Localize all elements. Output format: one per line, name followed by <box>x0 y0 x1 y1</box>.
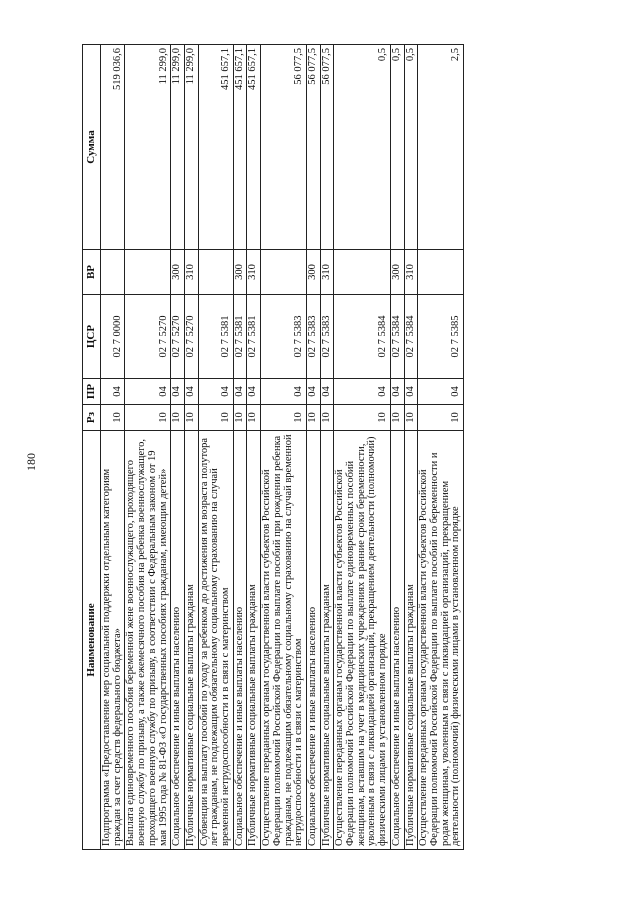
cell-name: Социальное обеспечение и иные выплаты населению <box>306 431 320 850</box>
cell-rz: 10 <box>171 405 185 431</box>
table-row <box>125 45 171 850</box>
cell-csr: 02 7 5381 <box>247 295 261 379</box>
cell-rz: 10 <box>320 405 334 431</box>
cell-sum: 56 077,5 <box>320 45 334 250</box>
cell-sum: 56 077,5 <box>306 45 320 250</box>
cell-csr: 02 7 5381 <box>233 295 247 379</box>
cell-name: Выплата единовременного пособия беременной жене военнослужащего, проходящего военную службу по призыву, а также ежемесячного пособия на ребенка военнослужащего, проходящего военную службу по призыву, в соответствии с Федеральным законом от 19 мая 1995 года № 81-ФЗ «О государственных пособиях гражданам, имеющим детей» <box>125 431 171 850</box>
cell-sum: 11 299,0 <box>171 45 185 250</box>
cell-pr: 04 <box>334 379 391 405</box>
table-row <box>404 45 418 850</box>
table-row <box>233 45 247 850</box>
cell-vr: 310 <box>320 250 334 295</box>
header-name: Наименование <box>83 431 101 850</box>
table-row <box>261 45 307 850</box>
cell-rz: 10 <box>247 405 261 431</box>
cell-name: Осуществление переданных органам государственной власти субъектов Российской Федерации полномочий Российской Федерации по выплате единовременных пособий женщинам, вставшим на учет в медицинских учреждениях в ранние сроки беременности, уволенным в связи с ликвидацией организаций, прекращением деятельности (полномочий) физическими лицами в установленном порядке <box>334 431 391 850</box>
cell-pr: 04 <box>101 379 125 405</box>
cell-pr: 04 <box>261 379 307 405</box>
cell-pr: 04 <box>320 379 334 405</box>
cell-sum: 451 657,1 <box>198 45 233 250</box>
cell-csr: 02 7 5384 <box>390 295 404 379</box>
cell-sum: 11 299,0 <box>184 45 198 250</box>
cell-csr: 02 7 5384 <box>404 295 418 379</box>
cell-rz: 10 <box>261 405 307 431</box>
cell-name: Осуществление переданных органам государственной власти субъектов Российской Федерации полномочий Российской Федерации по выплате пособий при рождении ребенка гражданам, не подлежащим обязательному социальному страхованию на случай временной нетрудоспособности и в связи с материнством <box>261 431 307 850</box>
cell-rz: 10 <box>418 405 464 431</box>
cell-csr: 02 7 0000 <box>101 295 125 379</box>
cell-pr: 04 <box>125 379 171 405</box>
cell-name: Субвенции на выплату пособий по уходу за ребенком до достижения им возраста полутора лет гражданам, не подлежащим обязательному социальному страхованию на случай временной нетрудоспособности и в связи с материнством <box>198 431 233 850</box>
cell-name: Публичные нормативные социальные выплаты гражданам <box>404 431 418 850</box>
cell-pr: 04 <box>404 379 418 405</box>
cell-name: Социальное обеспечение и иные выплаты населению <box>390 431 404 850</box>
cell-sum: 451 657,1 <box>247 45 261 250</box>
table-row <box>334 45 391 850</box>
cell-sum: 2,5 <box>418 45 464 250</box>
cell-pr: 04 <box>418 379 464 405</box>
page-number: 180 <box>24 453 38 471</box>
cell-vr <box>125 250 171 295</box>
cell-csr: 02 7 5385 <box>418 295 464 379</box>
cell-pr: 04 <box>184 379 198 405</box>
cell-name: Социальное обеспечение и иные выплаты населению <box>233 431 247 850</box>
table-row <box>390 45 404 850</box>
cell-csr: 02 7 5383 <box>320 295 334 379</box>
cell-rz: 10 <box>184 405 198 431</box>
cell-vr: 300 <box>306 250 320 295</box>
table-row <box>306 45 320 850</box>
cell-name: Подпрограмма «Предоставление мер социальной поддержки отдельным категориям граждан за счет средств федерального бюджета» <box>101 431 125 850</box>
cell-vr: 300 <box>390 250 404 295</box>
cell-name: Осуществление переданных органам государственной власти субъектов Российской Федерации полномочий Российской Федерации по выплате пособий по беременности и родам женщинам, уволенным в связи с ликвидацией организаций, прекращением деятельности (полномочий) физическими лицами в установленном порядке <box>418 431 464 850</box>
cell-rz: 10 <box>198 405 233 431</box>
cell-pr: 04 <box>233 379 247 405</box>
cell-vr: 310 <box>247 250 261 295</box>
table-row <box>320 45 334 850</box>
cell-csr: 02 7 5270 <box>171 295 185 379</box>
cell-rz: 10 <box>101 405 125 431</box>
cell-rz: 10 <box>125 405 171 431</box>
cell-name: Публичные нормативные социальные выплаты гражданам <box>184 431 198 850</box>
cell-pr: 04 <box>390 379 404 405</box>
cell-vr: 310 <box>404 250 418 295</box>
cell-vr <box>101 250 125 295</box>
cell-csr: 02 7 5381 <box>198 295 233 379</box>
header-rz: Рз <box>83 405 101 431</box>
cell-name: Социальное обеспечение и иные выплаты населению <box>171 431 185 850</box>
cell-pr: 04 <box>306 379 320 405</box>
cell-rz: 10 <box>404 405 418 431</box>
cell-sum: 56 077,5 <box>261 45 307 250</box>
cell-vr <box>334 250 391 295</box>
cell-sum: 11 299,0 <box>125 45 171 250</box>
table-header-row <box>83 45 101 850</box>
cell-vr <box>198 250 233 295</box>
cell-csr: 02 7 5384 <box>334 295 391 379</box>
header-sum: Сумма <box>83 45 101 250</box>
cell-sum: 0,5 <box>404 45 418 250</box>
cell-csr: 02 7 5383 <box>261 295 307 379</box>
cell-csr: 02 7 5383 <box>306 295 320 379</box>
cell-name: Публичные нормативные социальные выплаты гражданам <box>247 431 261 850</box>
table-row <box>101 45 125 850</box>
cell-csr: 02 7 5270 <box>125 295 171 379</box>
cell-sum: 0,5 <box>334 45 391 250</box>
table-row <box>247 45 261 850</box>
cell-sum: 0,5 <box>390 45 404 250</box>
cell-rz: 10 <box>390 405 404 431</box>
cell-sum: 451 657,1 <box>233 45 247 250</box>
cell-vr <box>418 250 464 295</box>
header-pr: ПР <box>83 379 101 405</box>
table-row <box>418 45 464 850</box>
cell-vr: 310 <box>184 250 198 295</box>
table-row <box>171 45 185 850</box>
table-row <box>198 45 233 850</box>
cell-vr: 300 <box>171 250 185 295</box>
cell-pr: 04 <box>198 379 233 405</box>
cell-vr <box>261 250 307 295</box>
header-vr: ВР <box>83 250 101 295</box>
cell-name: Публичные нормативные социальные выплаты гражданам <box>320 431 334 850</box>
cell-pr: 04 <box>247 379 261 405</box>
cell-rz: 10 <box>306 405 320 431</box>
table-row <box>184 45 198 850</box>
budget-table <box>82 44 464 850</box>
cell-rz: 10 <box>334 405 391 431</box>
cell-vr: 300 <box>233 250 247 295</box>
header-csr: ЦСР <box>83 295 101 379</box>
cell-rz: 10 <box>233 405 247 431</box>
cell-csr: 02 7 5270 <box>184 295 198 379</box>
cell-sum: 519 036,6 <box>101 45 125 250</box>
cell-pr: 04 <box>171 379 185 405</box>
rotated-page-content <box>82 45 577 850</box>
